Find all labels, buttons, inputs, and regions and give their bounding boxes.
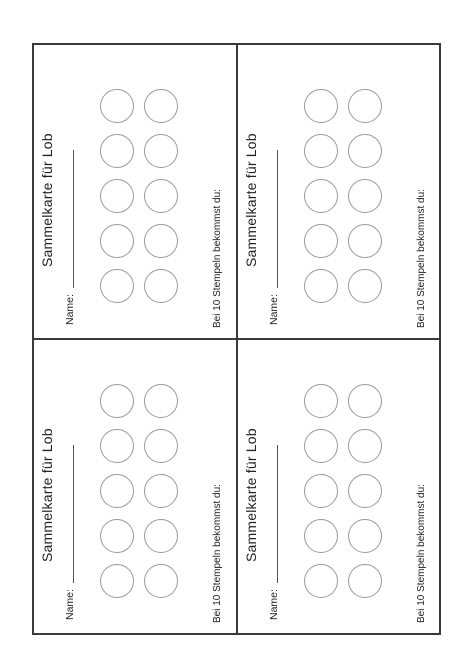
reward-text: Bei 10 Stempeln bekommst du:: [212, 484, 223, 623]
stamp-circle: [144, 269, 178, 303]
stamp-circle: [348, 89, 382, 123]
stamp-circle: [144, 89, 178, 123]
name-field[interactable]: [64, 150, 76, 325]
collector-card-2: [237, 45, 440, 339]
card-title: Sammelkarte für Lob: [39, 133, 55, 267]
stamp-circle: [100, 89, 134, 123]
stamp-circle: [144, 224, 178, 258]
name-underline: [276, 150, 278, 288]
stamp-circle: [304, 269, 338, 303]
reward-text: Bei 10 Stempeln bekommst du:: [212, 189, 223, 328]
stamp-circle: [348, 224, 382, 258]
reward-text: Bei 10 Stempeln bekommst du:: [415, 189, 427, 328]
stamp-circle: [304, 134, 338, 168]
stamp-circle: [100, 134, 134, 168]
stamp-grid: [304, 384, 384, 600]
stamp-circle: [348, 474, 382, 508]
stamp-circle: [100, 269, 134, 303]
name-label: Name:: [64, 294, 76, 325]
stamp-circle: [100, 564, 134, 598]
stamp-circle: [304, 519, 338, 553]
stamp-circle: [144, 134, 178, 168]
stamp-circle: [348, 429, 382, 463]
name-label: Name:: [64, 589, 76, 620]
stamp-circle: [304, 564, 338, 598]
name-field[interactable]: [268, 150, 280, 325]
stamp-circle: [304, 474, 338, 508]
name-underline: [72, 150, 74, 288]
stamp-circle: [348, 134, 382, 168]
collector-card-4: [237, 339, 440, 633]
stamp-circle: [144, 564, 178, 598]
stamp-circle: [144, 429, 178, 463]
name-field[interactable]: [64, 445, 76, 620]
stamp-circle: [348, 519, 382, 553]
stamp-circle: [144, 384, 178, 418]
card-title: Sammelkarte für Lob: [242, 428, 259, 562]
stamp-circle: [304, 384, 338, 418]
stamp-circle: [304, 179, 338, 213]
collector-card-3: [34, 339, 237, 633]
stamp-circle: [100, 384, 134, 418]
stamp-circle: [100, 224, 134, 258]
name-field[interactable]: [268, 445, 280, 620]
stamp-grid: [304, 89, 384, 305]
stamp-circle: [144, 179, 178, 213]
stamp-circle: [348, 179, 382, 213]
name-underline: [72, 445, 74, 583]
collector-card-1: [34, 45, 237, 339]
stamp-circle: [144, 474, 178, 508]
reward-text: Bei 10 Stempeln bekommst du:: [415, 484, 427, 623]
stamp-circle: [348, 384, 382, 418]
stamp-grid: [100, 384, 180, 600]
stamp-circle: [100, 429, 134, 463]
stamp-grid: [100, 89, 180, 305]
card-title: Sammelkarte für Lob: [242, 133, 259, 267]
name-underline: [276, 445, 278, 583]
stamp-circle: [100, 179, 134, 213]
name-label: Name:: [267, 589, 280, 620]
stamp-circle: [100, 519, 134, 553]
stamp-circle: [100, 474, 134, 508]
card-sheet: [32, 43, 441, 635]
stamp-circle: [348, 269, 382, 303]
name-label: Name:: [267, 294, 280, 325]
stamp-circle: [304, 224, 338, 258]
stamp-circle: [348, 564, 382, 598]
stamp-circle: [304, 89, 338, 123]
stamp-circle: [144, 519, 178, 553]
stamp-circle: [304, 429, 338, 463]
card-title: Sammelkarte für Lob: [39, 428, 55, 562]
